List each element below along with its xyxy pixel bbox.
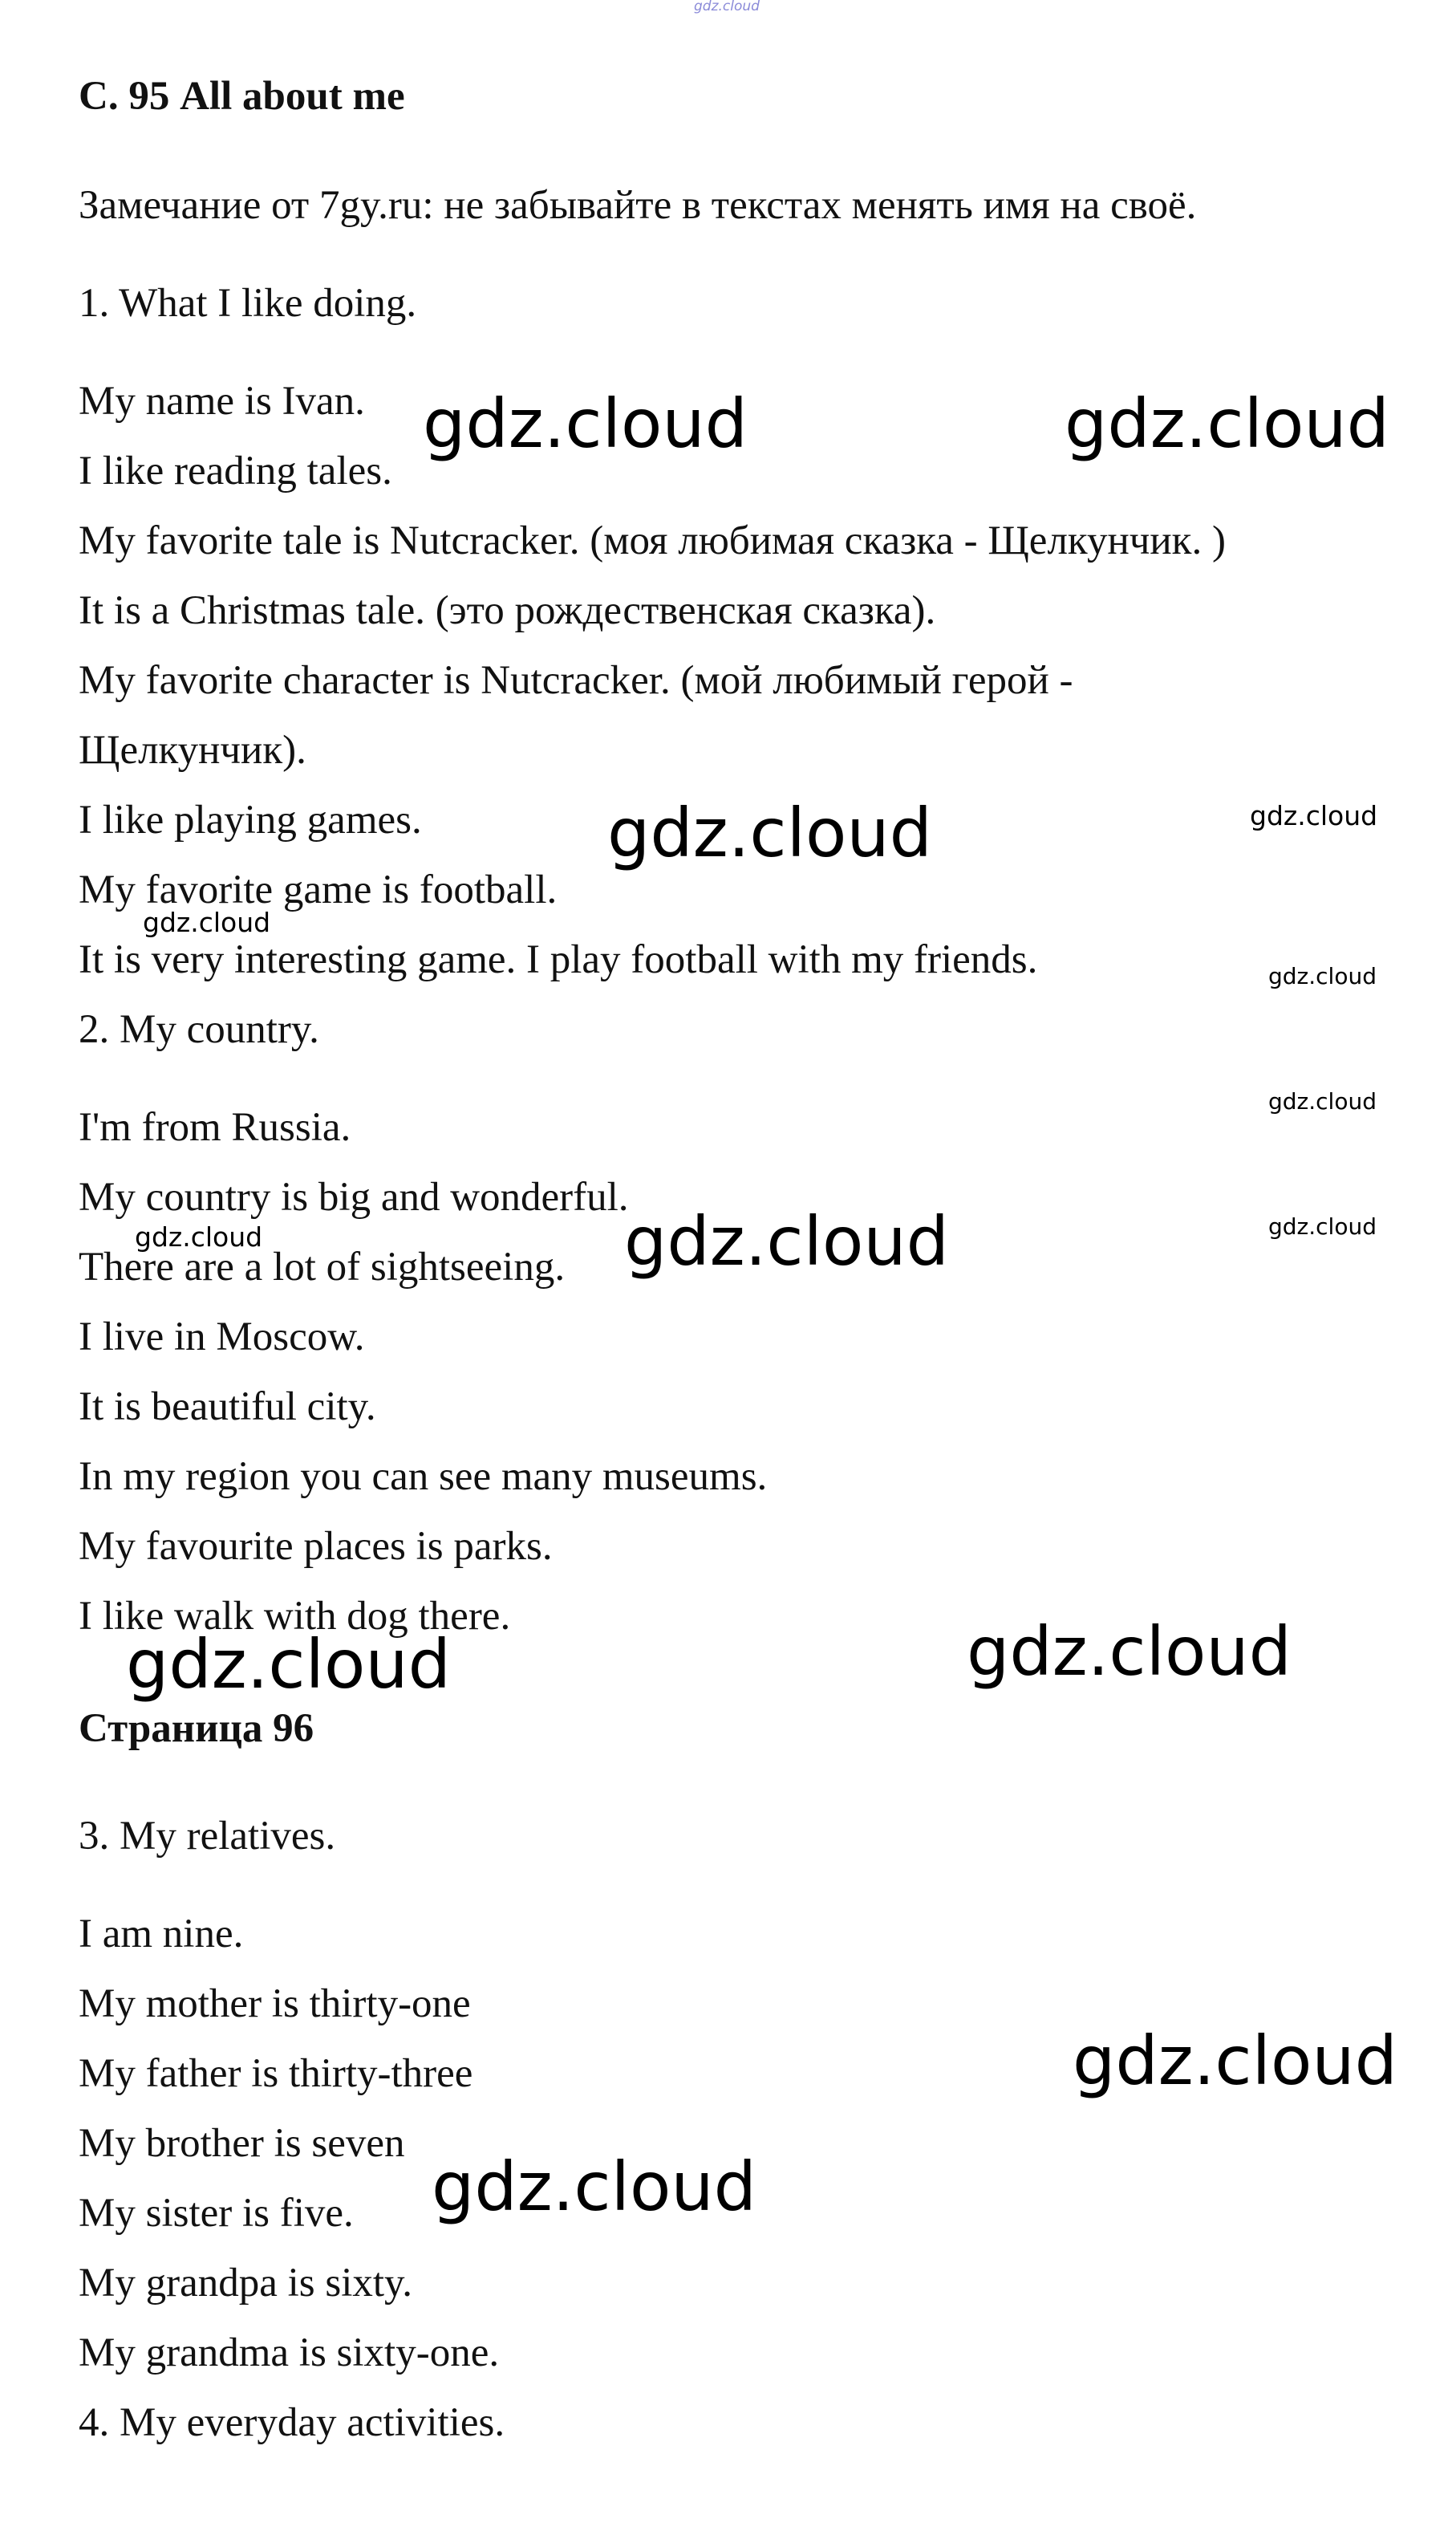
watermark: gdz.cloud — [1268, 1213, 1377, 1240]
text-line: My grandpa is sixty. — [79, 2261, 412, 2306]
text-line: It is a Christmas tale. (это рождественская сказка). — [79, 588, 936, 633]
watermark: gdz.cloud — [1073, 2021, 1397, 2100]
watermark: gdz.cloud — [423, 384, 748, 463]
watermark: gdz.cloud — [432, 2147, 756, 2226]
text-line: My country is big and wonderful. — [79, 1175, 629, 1220]
text-line: My father is thirty-three — [79, 2051, 473, 2096]
note-text: Замечание от 7gy.ru: не забывайте в текстах менять имя на своё. — [79, 183, 1197, 228]
text-line: There are a lot of sightseeing. — [79, 1245, 566, 1290]
text-line: My favorite character is Nutcracker. (мой любимый герой - — [79, 658, 1073, 703]
text-line: My favorite game is football. — [79, 867, 558, 912]
text-line: I like walk with dog there. — [79, 1594, 511, 1639]
section-heading-relatives: 3. My relatives. — [79, 1814, 336, 1859]
text-line: My name is Ivan. — [79, 379, 365, 424]
watermark: gdz.cloud — [126, 1625, 451, 1704]
text-line: In my region you can see many museums. — [79, 1454, 768, 1499]
text-line: My favorite tale is Nutcracker. (моя любимая сказка - Щелкунчик. ) — [79, 518, 1226, 563]
section-heading-country: 2. My country. — [79, 1007, 319, 1052]
text-line: Щелкунчик). — [79, 728, 306, 773]
text-line: I live in Moscow. — [79, 1314, 365, 1359]
text-line: I like playing games. — [79, 798, 422, 843]
text-line: I'm from Russia. — [79, 1105, 351, 1150]
text-line: My mother is thirty-one — [79, 1981, 471, 2026]
watermark: gdz.cloud — [1268, 963, 1377, 989]
text-line: My grandma is sixty-one. — [79, 2330, 500, 2375]
watermark: gdz.cloud — [967, 1612, 1292, 1691]
text-line: I like reading tales. — [79, 449, 392, 494]
section-heading-activities: 4. My everyday activities. — [79, 2400, 505, 2445]
page-heading: Страница 96 — [79, 1706, 314, 1751]
watermark-header: gdz.cloud — [694, 0, 760, 14]
text-line: My brother is seven — [79, 2121, 405, 2166]
text-line: My favourite places is parks. — [79, 1524, 553, 1569]
section-heading-like-doing: 1. What I like doing. — [79, 281, 417, 326]
text-line: It is very interesting game. I play football with my friends. — [79, 937, 1038, 982]
watermark: gdz.cloud — [1250, 800, 1378, 831]
watermark: gdz.cloud — [624, 1202, 949, 1281]
text-line: I am nine. — [79, 1912, 244, 1956]
watermark: gdz.cloud — [143, 907, 271, 938]
watermark: gdz.cloud — [607, 794, 932, 872]
watermark: gdz.cloud — [135, 1221, 263, 1253]
text-line: My sister is five. — [79, 2191, 354, 2236]
watermark: gdz.cloud — [1268, 1088, 1377, 1115]
page-title: С. 95 All about me — [79, 74, 405, 119]
text-line: It is beautiful city. — [79, 1384, 376, 1429]
watermark: gdz.cloud — [1065, 384, 1389, 463]
